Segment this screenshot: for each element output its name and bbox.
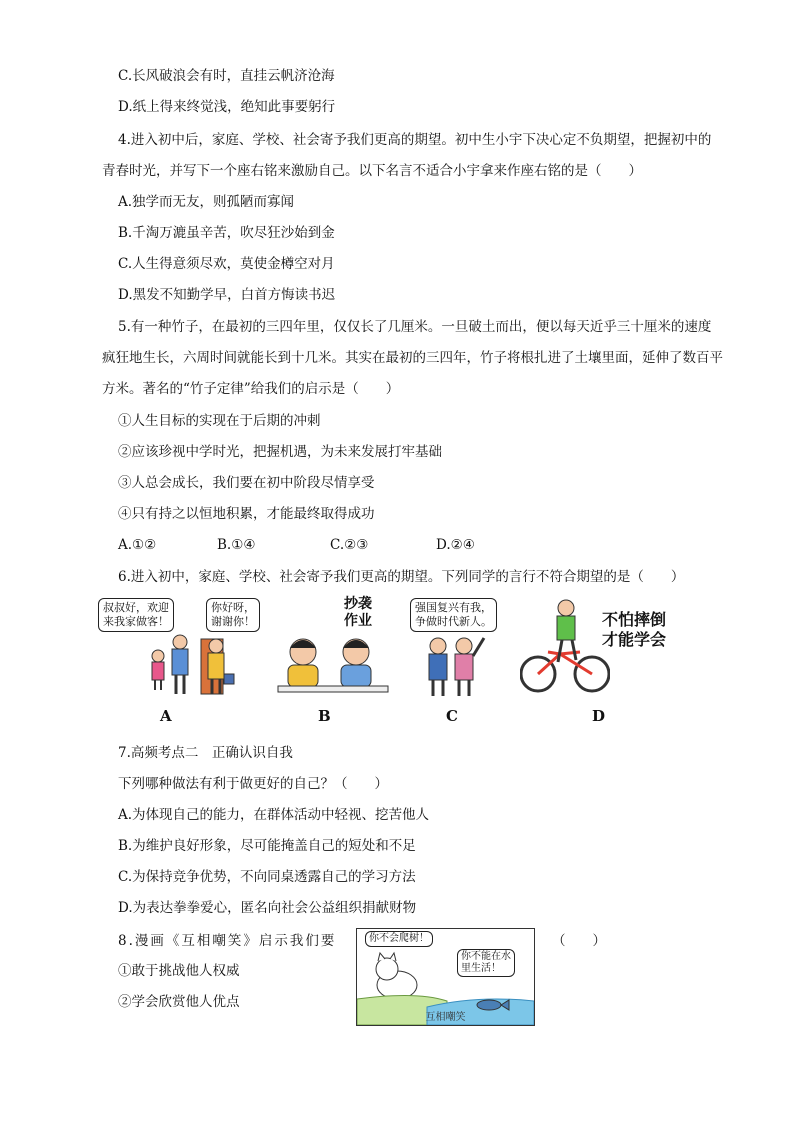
q5-stem-line3: 方米。著名的“竹子定律”给我们的启示是（ ） xyxy=(102,381,400,397)
cat-speech-bubble: 你不会爬树！ xyxy=(365,931,433,947)
q4-stem-line2: 青春时光，并写下一个座右铭来激励自己。以下名言不适合小宇拿来作座右铭的是（ ） xyxy=(102,163,642,179)
caption-text: 抄袭 xyxy=(344,596,372,612)
q8-item-1: ①敢于挑战他人权威 xyxy=(118,963,240,979)
q7-option-c: C.为保持竞争优势，不向同桌透露自己的学习方法 xyxy=(118,869,416,885)
bubble-text: 你不能在水 xyxy=(461,951,511,962)
q8-stem: 8.漫画《互相嘲笑》启示我们要 xyxy=(118,933,337,949)
q4-option-a: A.独学而无友，则孤陋而寡闻 xyxy=(118,194,295,210)
q8-item-2: ②学会欣赏他人优点 xyxy=(118,994,240,1010)
bubble-text: 你好呀， xyxy=(211,601,255,614)
q7-option-a: A.为体现自己的能力，在群体活动中轻视、挖苦他人 xyxy=(118,807,430,823)
figure-c-illustration xyxy=(408,594,508,704)
q5-item-4: ④只有持之以恒地积累，才能最终取得成功 xyxy=(118,506,375,522)
figure-b xyxy=(268,594,428,704)
q8-answer-paren: （ ） xyxy=(552,933,606,949)
q5-option-c: C.②③ xyxy=(330,537,369,553)
bubble-text: 里生活！ xyxy=(461,963,501,974)
figure-b-illustration xyxy=(268,594,398,704)
q5-stem-line1: 5.有一种竹子，在最初的三四年里，仅仅长了几厘米。一旦破土而出，便以每天近乎三十厘米的速度 xyxy=(118,319,712,335)
figure-a-illustration xyxy=(96,594,256,704)
figure-c-label: C xyxy=(446,707,458,725)
q5-option-b: B.①④ xyxy=(217,537,256,553)
bubble-text: 谢谢你！ xyxy=(211,615,255,628)
q5-item-3: ③人总会成长，我们要在初中阶段尽情享受 xyxy=(118,475,375,491)
bubble-text: 争做时代新人。 xyxy=(415,615,492,628)
figure-d-illustration xyxy=(520,594,610,704)
q4-option-b: B.千淘万漉虽辛苦，吹尽狂沙始到金 xyxy=(118,225,335,241)
figure-a xyxy=(96,594,256,704)
caption-text: 才能学会 xyxy=(602,630,667,649)
q7-title: 7.高频考点二 正确认识自我 xyxy=(118,745,293,761)
bubble-text: 强国复兴有我， xyxy=(415,601,492,614)
q5-option-a: A.①② xyxy=(118,537,157,553)
q7-option-d: D.为表达拳拳爱心，匿名向社会公益组织捐献财物 xyxy=(118,900,417,916)
figure-d xyxy=(520,594,690,704)
comic-caption: 互相嘲笑 xyxy=(425,1012,466,1023)
q4-stem-line1: 4.进入初中后，家庭、学校、社会寄予我们更高的期望。初中生小宇下决心定不负期望，把握初中的 xyxy=(118,132,712,148)
q5-stem-line2: 疯狂地生长，六周时间就能长到十几米。其实在最初的三四年，竹子将根扎进了土壤里面，延伸了数百平 xyxy=(102,350,723,366)
q4-option-d: D.黑发不知勤学早，白首方悔读书迟 xyxy=(118,287,336,303)
q3-option-d: D.纸上得来终觉浅，绝知此事要躬行 xyxy=(118,99,336,115)
q5-item-2: ②应该珍视中学时光，把握机遇，为未来发展打牢基础 xyxy=(118,444,442,460)
q6-stem: 6.进入初中，家庭、学校、社会寄予我们更高的期望。下列同学的言行不符合期望的是（ ） xyxy=(118,569,685,585)
figure-d-label: D xyxy=(592,707,606,725)
bubble-text: 来我家做客！ xyxy=(103,615,169,628)
bubble-text: 叔叔好，欢迎 xyxy=(103,601,169,614)
q4-option-c: C.人生得意须尽欢，莫使金樽空对月 xyxy=(118,256,335,272)
q5-option-d: D.②④ xyxy=(436,537,475,553)
q5-item-1: ①人生目标的实现在于后期的冲刺 xyxy=(118,413,321,429)
q3-option-c: C.长风破浪会有时，直挂云帆济沧海 xyxy=(118,68,335,84)
figure-d-caption xyxy=(602,610,666,650)
mutual-mockery-comic xyxy=(356,928,535,1026)
caption-text: 作业 xyxy=(344,613,372,629)
caption-text: 不怕摔倒 xyxy=(602,610,667,629)
figure-a-label: A xyxy=(160,707,172,725)
q7-stem: 下列哪种做法有利于做更好的自己？（ ） xyxy=(118,776,388,792)
figure-b-label: B xyxy=(318,707,331,725)
q7-option-b: B.为维护良好形象，尽可能掩盖自己的短处和不足 xyxy=(118,838,416,854)
